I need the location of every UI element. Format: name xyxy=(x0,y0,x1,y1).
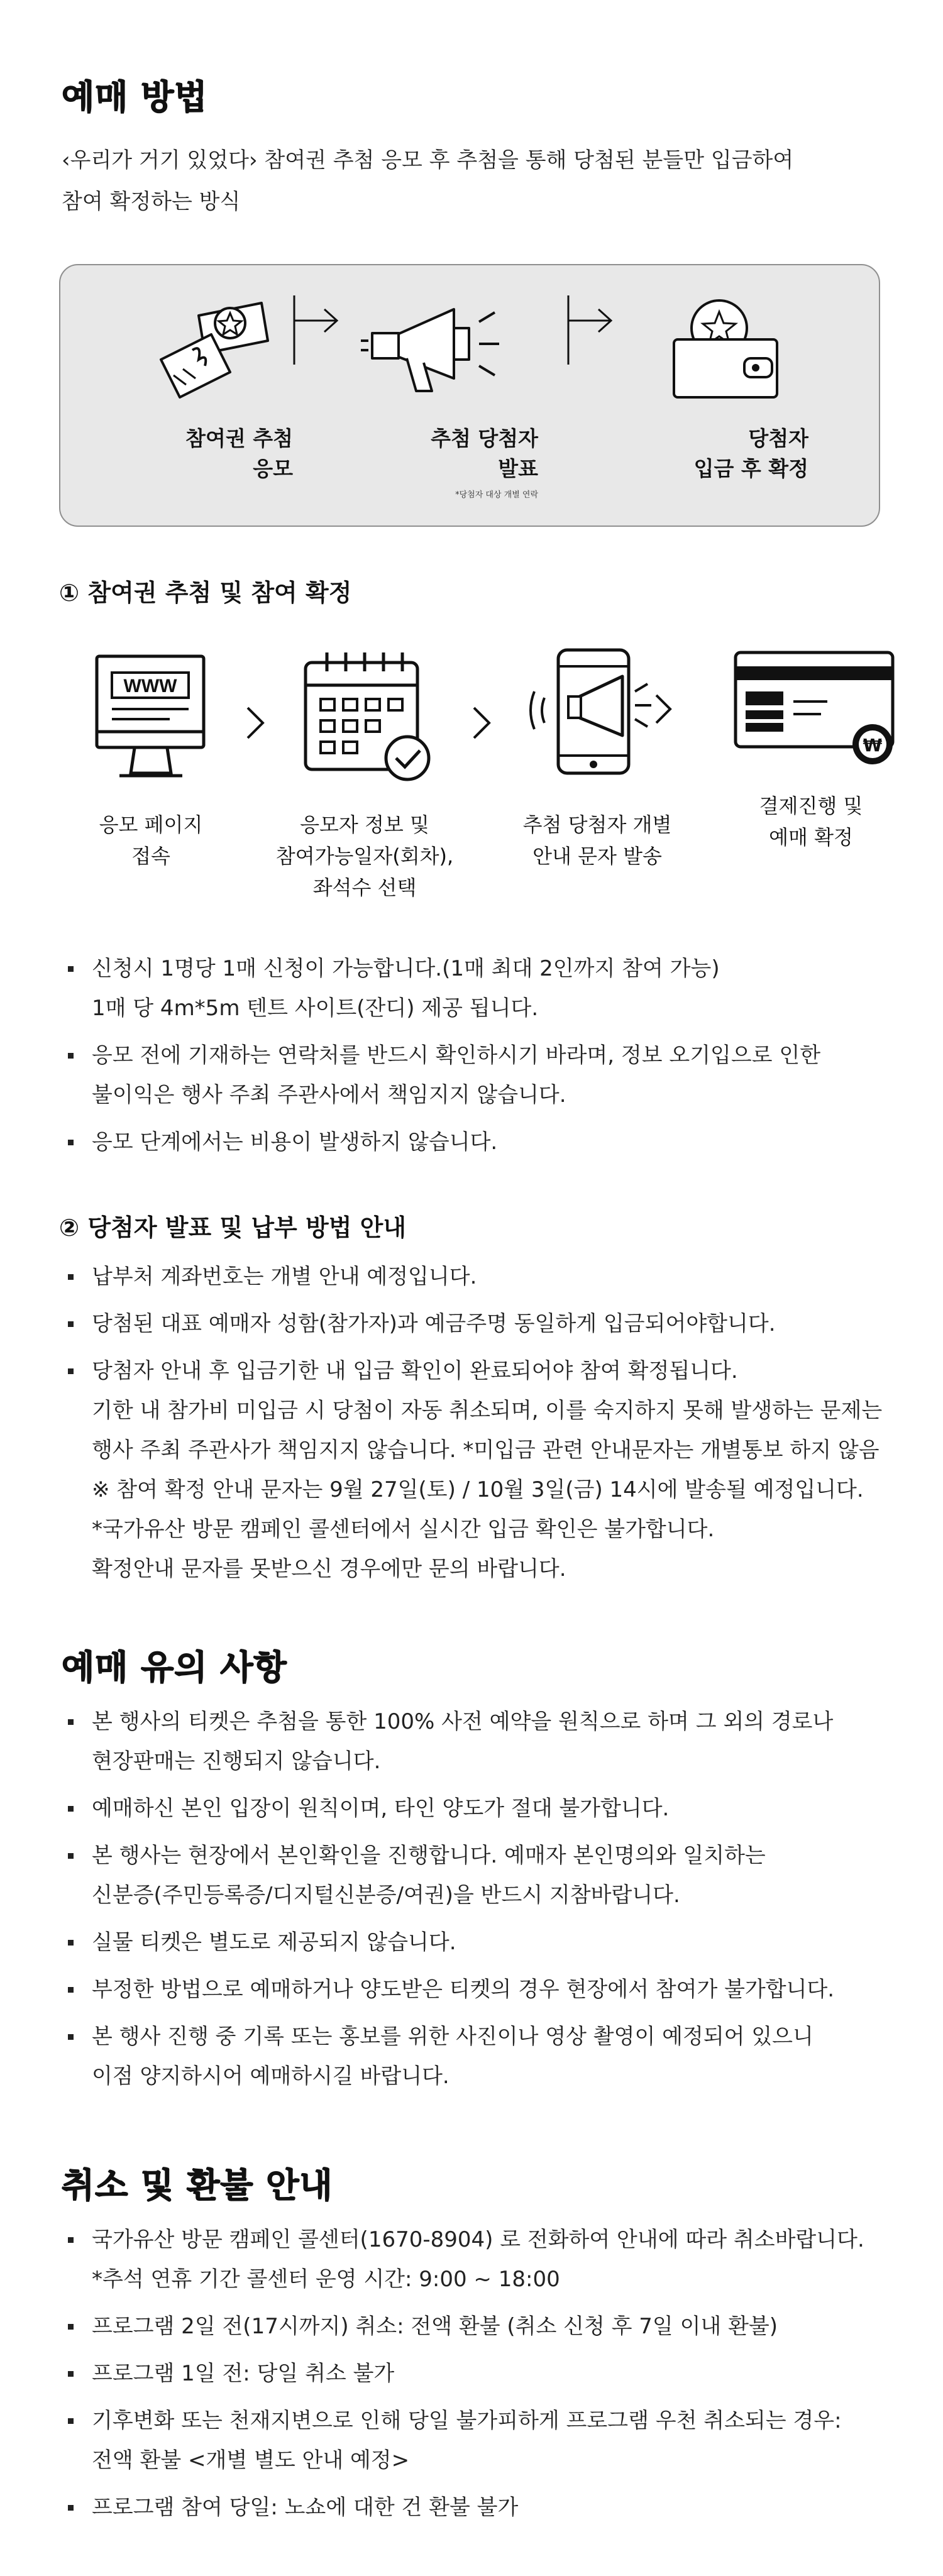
list-item: 부정한 방법으로 예매하거나 양도받은 티켓의 경우 현장에서 참여가 불가합니다. xyxy=(68,1970,834,2010)
won-badge: ₩ xyxy=(863,735,883,756)
list-item: 응모 전에 기재하는 연락처를 반드시 확인하시기 바라며, 정보 오기입으로 인한 불이익은 행사 주최 주관사에서 책임지지 않습니다. xyxy=(68,1036,820,1115)
list-item: 예매하신 본인 입장이 원칙이며, 타인 양도가 절대 불가합니다. xyxy=(68,1789,834,1829)
list-item: 당첨된 대표 예매자 성함(참가자)과 예금주명 동일하게 입금되어야합니다. xyxy=(68,1304,882,1344)
phone-megaphone-icon xyxy=(522,647,685,779)
refund-bullets xyxy=(68,2220,864,2535)
list-item: 본 행사 진행 중 기록 또는 홍보를 위한 사진이나 영상 촬영이 예정되어 있으니 이점 양지하시어 예매하시길 바랍니다. xyxy=(68,2017,834,2096)
intro-line-1: ‹우리가 거기 있었다› 참여권 추첨 응모 후 추첨을 통해 당첨된 분들만 입금하여 xyxy=(62,148,794,173)
sub-title-payment: ② 당첨자 발표 및 납부 방법 안내 xyxy=(59,1214,407,1241)
card-won-icon xyxy=(733,650,915,769)
wallet-icon xyxy=(663,295,788,402)
process-label-1: 응모 페이지 접속 xyxy=(99,813,203,868)
list-item: 실물 티켓은 별도로 제공되지 않습니다. xyxy=(68,1923,834,1962)
sub-title-lottery: ① 참여권 추첨 및 참여 확정 xyxy=(59,579,352,607)
intro-line-2: 참여 확정하는 방식 xyxy=(62,189,241,214)
list-item: 프로그램 참여 당일: 노쇼에 대한 건 환불 불가 xyxy=(68,2488,864,2528)
flow-step-confirm: 당첨자 입금 후 확정 xyxy=(693,426,808,481)
section-title-notice: 예매 유의 사항 xyxy=(62,1648,287,1687)
list-item: 프로그램 1일 전: 당일 취소 불가 xyxy=(68,2354,864,2394)
flow-step-announce: 추첨 당첨자 발표 *당첨자 대상 개별 연락 xyxy=(362,424,538,500)
list-item: 본 행사는 현장에서 본인확인을 진행합니다. 예매자 본인명의와 일치하는 신분증(주민등록증/디지털신분증/여권)을 반드시 지참바랍니다. xyxy=(68,1836,834,1915)
list-item: 본 행사의 티켓은 추첨을 통한 100% 사전 예약을 원칙으로 하며 그 외의 경로나 현장판매는 진행되지 않습니다. xyxy=(68,1702,834,1781)
booking-flow-box xyxy=(59,264,880,527)
list-item: 프로그램 2일 전(17시까지) 취소: 전액 환불 (취소 신청 후 7일 이내 환불) xyxy=(68,2307,864,2347)
section-title-refund: 취소 및 환불 안내 xyxy=(62,2166,333,2205)
notice-bullets xyxy=(68,1702,834,2104)
flow-step-announce-note: *당첨자 대상 개별 연락 xyxy=(455,490,538,500)
flow-step-apply: 참여권 추첨 응모 xyxy=(185,426,293,481)
list-item: 납부처 계좌번호는 개별 안내 예정입니다. xyxy=(68,1257,882,1297)
flow-arrow-2-icon xyxy=(566,295,616,365)
process-label-2: 응모자 정보 및 참여가능일자(회차), 좌석수 선택 xyxy=(275,813,454,900)
monitor-icon xyxy=(94,654,207,786)
list-item: 국가유산 방문 캠페인 콜센터(1670-8904) 로 전화하여 안내에 따라 취소바랍니다. *추석 연휴 기간 콜센터 운영 시간: 9:00 ~ 18:00 xyxy=(68,2220,864,2299)
megaphone-icon xyxy=(360,303,504,397)
calendar-check-icon xyxy=(302,647,434,786)
process-label-4: 결제진행 및 예매 확정 xyxy=(759,794,863,849)
payment-bullets xyxy=(68,1257,882,1597)
section-title-booking-method: 예매 방법 xyxy=(62,77,208,117)
ticket-icon xyxy=(148,290,280,416)
process-chevron-1-icon xyxy=(244,704,267,742)
list-item: 응모 단계에서는 비용이 발생하지 않습니다. xyxy=(68,1123,820,1162)
list-item: 기후변화 또는 천재지변으로 인해 당일 불가피하게 프로그램 우천 취소되는 경우: 전액 환불 <개별 별도 안내 예정> xyxy=(68,2401,864,2480)
process-label-3: 추첨 당첨자 개별 안내 문자 발송 xyxy=(522,813,672,868)
flow-arrow-1-icon xyxy=(292,295,342,365)
booking-method-intro xyxy=(62,140,891,223)
monitor-screen-text: WWW xyxy=(123,676,177,696)
list-item: 신청시 1명당 1매 신청이 가능합니다.(1매 최대 2인까지 참여 가능) 1매 당 4m*5m 텐트 사이트(잔디) 제공 됩니다. xyxy=(68,949,820,1028)
lottery-bullets xyxy=(68,949,820,1170)
list-item: 당첨자 안내 후 입금기한 내 입금 확인이 완료되어야 참여 확정됩니다. 기한 내 참가비 미입금 시 당첨이 자동 취소되며, 이를 숙지하지 못해 발생하는 문제는 행사 주최 주관사가 책임지지 않습니다. *미입금 관련 안내문자는 개별통보 하지 않음 ※ 참여 확정 안내 문자는 9월 27일(토) / 10월 3일(금) 14시에 발송될 예정입니다. *국가유산 방문 캠페인 콜센터에서 실시간 입금 확인은 불가합니다. 확정안내 문자를 못받으신 경우에만 문의 바랍니다. xyxy=(68,1351,882,1589)
process-chevron-2-icon xyxy=(470,704,493,742)
